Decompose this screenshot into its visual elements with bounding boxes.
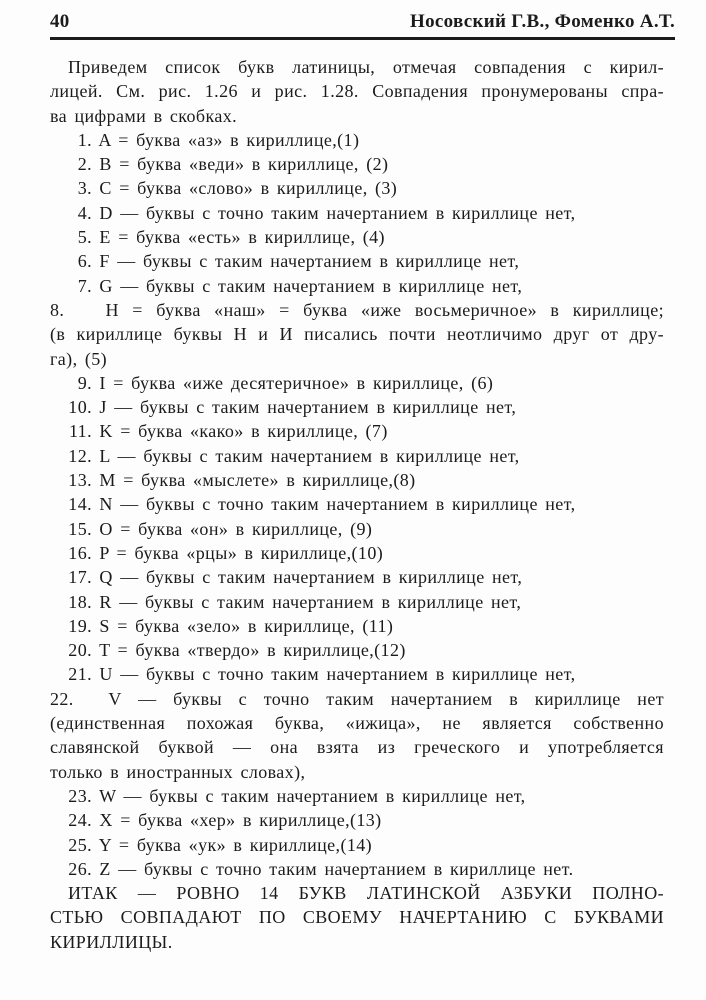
list-item-continuation-line: (единственная похожая буква, «ижица», не является собственно	[50, 713, 664, 734]
list-item-line: 10. J — буквы с таким начертанием в кириллице нет,	[50, 395, 664, 419]
list-item-continuation-line: славянской буквой — она взята из греческого и употребляется	[50, 737, 664, 758]
list-item-number: 23.	[68, 785, 92, 806]
list-item-line: 8. H = буква «наш» = буква «иже восьмеричное» в кириллице;	[50, 298, 664, 322]
list-item-number: 2.	[77, 154, 92, 175]
list-item-line: 20. T = буква «твердо» в кириллице,(12)	[50, 638, 664, 662]
page-body	[50, 55, 664, 954]
paragraph-line: лицей. См. рис. 1.26 и рис. 1.28. Совпадения пронумерованы спра-	[50, 81, 664, 102]
list-item-line: 3. C = буква «слово» в кириллице, (3)	[50, 176, 664, 200]
list-item-line: 14. N — буквы с точно таким начертанием в кириллице нет,	[50, 492, 664, 516]
list-item-number: 10.	[68, 397, 92, 418]
list-item-line: 18. R — буквы с таким начертанием в кириллице нет,	[50, 590, 664, 614]
list-item-number: 11.	[68, 421, 92, 442]
list-item-line: 22. V — буквы с точно таким начертанием в кириллице нет	[50, 687, 664, 711]
paragraph-line: Приведем список букв латиницы, отмечая совпадения с кирил-	[68, 57, 664, 77]
list-item-number: 3.	[77, 178, 92, 199]
list-item-continuation-line: (в кириллице буквы Н и И писались почти неотличимо друг от дру-	[50, 324, 664, 345]
list-item-line: 26. Z — буквы с точно таким начертанием в кириллице нет.	[50, 857, 664, 881]
list-item-line: 9. I = буква «иже десятеричное» в кириллице, (6)	[50, 371, 664, 395]
list-item-number: 26.	[68, 858, 92, 879]
list-item-line: 4. D — буквы с точно таким начертанием в кириллице нет,	[50, 201, 664, 225]
list-item-line: 5. E = буква «есть» в кириллице, (4)	[50, 225, 664, 249]
list-item-number: 1.	[77, 129, 92, 150]
paragraph-line: ва цифрами в скобках.	[50, 105, 238, 126]
running-head-authors: Носовский Г.В., Фоменко А.Т.	[410, 11, 675, 32]
list-item-number: 19.	[68, 615, 92, 636]
list-item-line: 16. P = буква «рцы» в кириллице,(10)	[50, 541, 664, 565]
paragraph-line: СТЬЮ СОВПАДАЮТ ПО СВОЕМУ НАЧЕРТАНИЮ С БУКВАМИ	[50, 907, 664, 928]
list-item-number: 13.	[68, 470, 92, 491]
list-item-number: 12.	[68, 445, 92, 466]
list-item-continuation-line: га), (5)	[50, 348, 108, 369]
list-item-line: 21. U — буквы с точно таким начертанием в кириллице нет,	[50, 662, 664, 686]
list-item-number: 18.	[68, 591, 92, 612]
list-item-number: 17.	[68, 567, 92, 588]
page-header	[50, 11, 675, 33]
list-item-number: 20.	[68, 640, 92, 661]
list-item-number: 24.	[68, 810, 92, 831]
list-item-number: 4.	[77, 202, 92, 223]
list-item-line: 25. Y = буква «ук» в кириллице,(14)	[50, 833, 664, 857]
list-item-line: 7. G — буквы с таким начертанием в кириллице нет,	[50, 274, 664, 298]
list-item-number: 15.	[68, 518, 92, 539]
list-item-number: 8.	[50, 299, 65, 320]
list-item-line: 15. O = буква «он» в кириллице, (9)	[50, 517, 664, 541]
list-item-continuation-line: только в иностранных словах),	[50, 761, 306, 782]
list-item-line: 1. A = буква «аз» в кириллице,(1)	[50, 128, 664, 152]
list-item-line: 2. B = буква «веди» в кириллице, (2)	[50, 152, 664, 176]
list-item-number: 25.	[68, 834, 92, 855]
list-item-line: 17. Q — буквы с таким начертанием в кириллице нет,	[50, 565, 664, 589]
list-item-line: 13. M = буква «мыслете» в кириллице,(8)	[50, 468, 664, 492]
list-item-line: 6. F — буквы с таким начертанием в кириллице нет,	[50, 249, 664, 273]
page-number: 40	[50, 11, 70, 32]
list-item-line: 24. X = буква «хер» в кириллице,(13)	[50, 808, 664, 832]
list-item-line: 12. L — буквы с таким начертанием в кириллице нет,	[50, 444, 664, 468]
list-item-line: 19. S = буква «зело» в кириллице, (11)	[50, 614, 664, 638]
paragraph-line: КИРИЛЛИЦЫ.	[50, 931, 173, 952]
list-item-number: 21.	[68, 664, 92, 685]
list-item-number: 9.	[77, 372, 92, 393]
paragraph-line: ИТАК — РОВНО 14 БУКВ ЛАТИНСКОЙ АЗБУКИ ПОЛНО-	[68, 883, 664, 904]
list-item-number: 7.	[77, 275, 92, 296]
list-item-number: 22.	[50, 688, 74, 709]
list-item-number: 5.	[77, 227, 92, 248]
list-item-line: 11. K = буква «како» в кириллице, (7)	[50, 419, 664, 443]
list-item-line: 23. W — буквы с таким начертанием в кириллице нет,	[50, 784, 664, 808]
header-rule	[50, 37, 675, 40]
list-item-number: 14.	[68, 494, 92, 515]
list-item-number: 6.	[77, 251, 92, 272]
list-item-number: 16.	[68, 542, 92, 563]
